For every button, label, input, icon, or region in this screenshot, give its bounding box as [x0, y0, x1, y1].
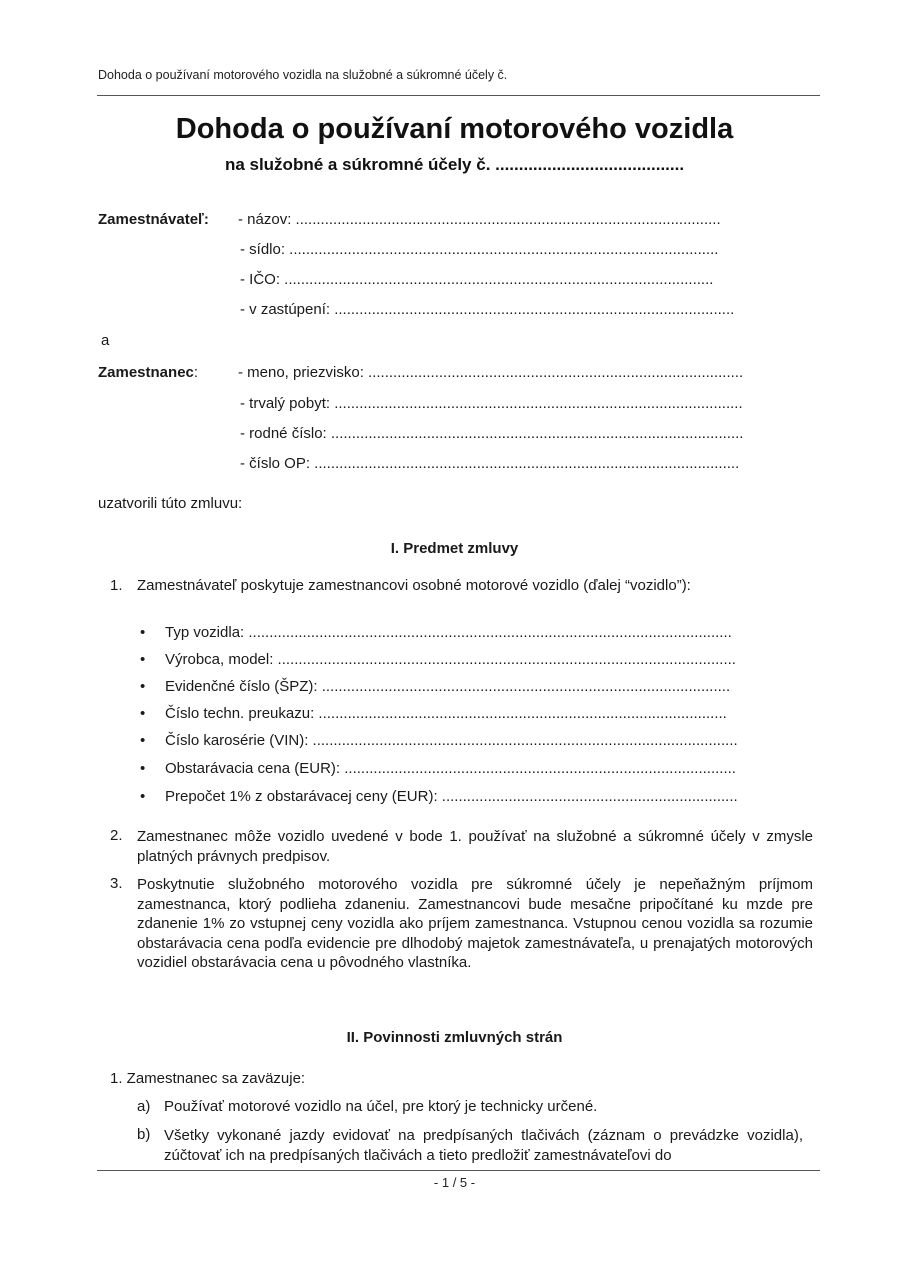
employer-label: Zamestnávateľ: — [98, 211, 209, 228]
employee-residence-field: - trvalý pobyt: .................................................................................................. — [240, 395, 743, 412]
bullet-vin: Číslo karosérie (VIN): ...................................................................................................... — [165, 732, 738, 749]
bullet-vehicle-type: Typ vozidla: .................................................................................................................... — [165, 624, 732, 641]
employee-label-colon: : — [193, 364, 199, 381]
bullet-marker: • — [140, 760, 146, 777]
footer-rule — [97, 1170, 820, 1171]
bullet-marker: • — [140, 788, 146, 805]
running-header: Dohoda o používaní motorového vozidla na služobné a súkromné účely č. — [98, 68, 508, 82]
employee-label-text: Zamestnanec — [98, 364, 194, 381]
intro-text: uzatvorili túto zmluvu: — [98, 495, 243, 512]
section2-sub-b-text: Všetky vykonané jazdy evidovať na predpísaných tlačivách (záznam o prevádzke vozidla), zúčtovať ich na predpísaných tlačivách a tieto predložiť zamestnávateľovi do — [164, 1127, 803, 1164]
section1-item2-text: Zamestnanec môže vozidlo uvedené v bode 1. používať na služobné a súkromné účely v zmysle platných právnych predpisov. — [137, 828, 813, 865]
bullet-registration-number: Evidenčné číslo (ŠPZ): .................................................................................................. — [165, 678, 731, 695]
bullet-marker: • — [140, 624, 146, 641]
section1-item2-number: 2. — [110, 827, 123, 844]
page-number: - 1 / 5 - — [433, 1175, 476, 1190]
section1-heading: I. Predmet zmluvy — [390, 540, 519, 557]
employee-id-card-field: - číslo OP: ...................................................................................................... — [240, 455, 740, 472]
section1-item3-number: 3. — [110, 875, 123, 892]
section2-heading: II. Povinnosti zmluvných strán — [346, 1029, 563, 1046]
bullet-marker: • — [140, 678, 146, 695]
section2-sub-b-label: b) — [137, 1126, 151, 1143]
document-subtitle: na služobné a súkromné účely č. ........................................ — [224, 155, 685, 174]
document-title: Dohoda o používaní motorového vozidla — [175, 113, 734, 145]
bullet-purchase-price: Obstarávacia cena (EUR): .............................................................................................. — [165, 760, 736, 777]
employer-ico-field: - IČO: ....................................................................................................... — [240, 271, 714, 288]
bullet-marker: • — [140, 732, 146, 749]
section1-item1-number: 1. — [110, 577, 123, 594]
section2-sub-a-label: a) — [137, 1098, 151, 1115]
header-rule — [97, 95, 820, 96]
employee-label — [98, 364, 198, 381]
bullet-one-percent: Prepočet 1% z obstarávacej ceny (EUR): ....................................................................... — [165, 788, 738, 805]
employee-birth-number-field: - rodné číslo: ................................................................................................... — [240, 425, 744, 442]
section1-item3-text: Poskytnutie služobného motorového vozidla pre súkromné účely je nepeňažným príjmom zamestnanca, ktorý podlieha zdaneniu. Zamestnancovi bude mesačne pripočítané ku mzde pre zdanenie 1% zo vstupnej ceny vozidla ako príjem zamestnanca. Vstupnou cenou vozidla sa rozumie obstarávacia cena podľa evidencie pre dlhodobý majetok zamestnávateľa, u prenajatých motorových vozidiel obstarávacia cena u pôvodného vlastníka. — [137, 876, 813, 971]
employer-representative-field: - v zastúpení: ................................................................................................ — [240, 301, 735, 318]
bullet-marker: • — [140, 705, 146, 722]
employer-name-field: - názov: ...................................................................................................... — [238, 211, 721, 228]
conjunction-and: a — [101, 332, 110, 349]
section2-item1-text: 1. Zamestnanec sa zaväzuje: — [110, 1070, 306, 1087]
employer-seat-field: - sídlo: ....................................................................................................... — [240, 241, 719, 258]
employee-name-field: - meno, priezvisko: .......................................................................................... — [238, 364, 744, 381]
bullet-tech-certificate: Číslo techn. preukazu: .................................................................................................. — [165, 705, 727, 722]
bullet-manufacturer-model: Výrobca, model: .............................................................................................................. — [165, 651, 736, 668]
section1-item1-text: Zamestnávateľ poskytuje zamestnancovi osobné motorové vozidlo (ďalej “vozidlo”): — [137, 577, 691, 594]
section2-sub-a-text: Používať motorové vozidlo na účel, pre ktorý je technicky určené. — [164, 1098, 598, 1115]
bullet-marker: • — [140, 651, 146, 668]
